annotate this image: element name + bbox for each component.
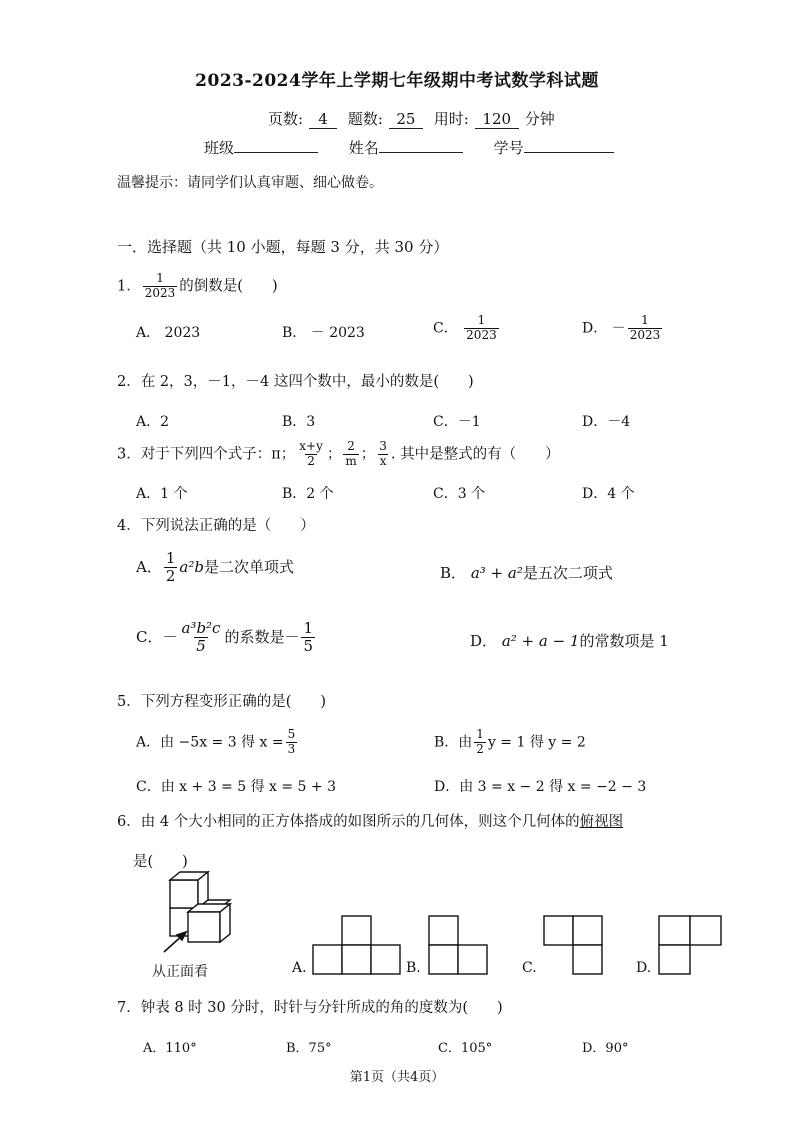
q3-option-d[interactable]: D．4 个 — [582, 486, 635, 502]
name-label: 姓名 — [348, 139, 379, 157]
q4-a-num: 1 — [165, 549, 176, 567]
q5-stem: 5．下列方程变形正确的是( ) — [117, 694, 327, 710]
q6-stem-key: 俯视图 — [579, 814, 624, 830]
front-view-label: 从正面看 — [152, 964, 208, 980]
q1-option-b[interactable] — [282, 322, 365, 342]
q1-c-fraction — [464, 314, 499, 343]
q2-option-b[interactable]: B．3 — [282, 414, 316, 430]
q6-option-a-label[interactable]: A. — [292, 960, 307, 976]
q4-b-text: 是五次二项式 — [522, 564, 613, 582]
q1-d-fraction — [628, 314, 663, 343]
q7-option-d[interactable]: D．90° — [582, 1041, 629, 1056]
q7-stem: 7．钟表 8 时 30 分时，时针与分针所成的角的度数为( ) — [117, 1000, 503, 1016]
q3-f1-num: x+y — [299, 439, 323, 453]
q5-b-pre: B．由 — [434, 734, 473, 751]
q4-c-den2: 5 — [303, 637, 314, 656]
q4-stem: 4．下列说法正确的是（ ） — [117, 518, 315, 534]
q5-option-d[interactable]: D．由 3 = x − 2 得 x = −2 − 3 — [434, 779, 647, 795]
q4-a-fraction — [164, 550, 178, 586]
class-label: 班级 — [204, 139, 235, 157]
name-field[interactable] — [379, 138, 463, 153]
q6-option-b-figure[interactable] — [428, 914, 490, 976]
q4-c-text: 的系数是－ — [224, 627, 300, 646]
q4-c-fraction-2 — [301, 620, 315, 656]
q7-option-c[interactable]: C．105° — [438, 1041, 493, 1056]
q4-a-expr: a²b — [179, 557, 204, 576]
q1-frac-den: 2023 — [144, 285, 176, 300]
tip-text: 温馨提示：请同学们认真审题、细心做卷。 — [117, 175, 383, 191]
q1-c-label: C． — [433, 320, 458, 337]
time-label: 用时: — [433, 110, 469, 128]
class-field[interactable] — [234, 138, 318, 153]
q5-b-den: 2 — [476, 741, 484, 756]
q2-option-d[interactable]: D．－4 — [582, 414, 631, 430]
q3-stem-pre: 3．对于下列四个式子：π； — [117, 446, 296, 463]
q4-c-fraction — [179, 620, 222, 656]
q1-c-num: 1 — [477, 313, 486, 327]
id-field[interactable] — [524, 138, 614, 153]
q6-option-a-figure[interactable] — [313, 914, 403, 976]
q5-a-num: 5 — [287, 727, 296, 741]
q1-d-den: 2023 — [629, 327, 661, 342]
q5-option-c[interactable]: C．由 x + 3 = 5 得 x = 5 + 3 — [136, 779, 337, 795]
exam-info — [268, 108, 555, 129]
q3-stem: 3．对于下列四个式子：π； $\frac{x+y}{2}$ ； $\frac{2}{m}$ ； $\frac{3}{x}$ . 其中是整式的有（ ） — [117, 439, 560, 468]
time-unit: 分钟 — [524, 110, 555, 128]
q5-b-post: y = 1 得 y = 2 — [487, 734, 586, 751]
cube-front-right-face — [188, 912, 220, 942]
q1-stem — [117, 272, 278, 301]
q6-option-c-figure[interactable] — [543, 914, 605, 976]
q6-stem — [117, 810, 623, 831]
q5-b-fraction — [474, 728, 486, 757]
q3-f3-num: 3 — [379, 439, 387, 453]
pages-label: 页数: — [268, 110, 304, 128]
questions-value: 25 — [389, 110, 423, 129]
q4-c-label: C．－ — [136, 627, 178, 646]
q1-d-label: D． — [582, 320, 608, 337]
q3-option-c[interactable]: C．3 个 — [433, 486, 486, 502]
student-fields — [204, 137, 614, 158]
q4-option-b[interactable] — [440, 562, 613, 583]
q1-b-label: B． — [282, 325, 307, 341]
q6-stem-end: 是( ) — [133, 854, 188, 870]
q2-option-a[interactable]: A．2 — [136, 414, 170, 430]
q4-a-label: A． — [136, 557, 162, 576]
time-value: 120 — [475, 110, 519, 129]
q5-a-den: 3 — [287, 741, 296, 756]
q4-d-text: 的常数项是 1 — [579, 632, 669, 650]
q3-frac-3 — [377, 440, 389, 469]
q6-stem-pre: 6．由 4 个大小相同的正方体搭成的如图所示的几何体，则这个几何体的 — [117, 814, 580, 830]
q5-option-b[interactable] — [434, 728, 586, 757]
q1-fraction — [143, 272, 178, 301]
q4-c-den: 5 — [196, 637, 206, 656]
q3-f2-den: m — [345, 453, 357, 468]
q5-a-text: A．由 −5x = 3 得 x = — [136, 734, 284, 751]
q4-b-label: B． — [440, 564, 467, 582]
q3-option-a[interactable]: A．1 个 — [136, 486, 188, 502]
q3-stem-post: . 其中是整式的有（ ） — [390, 446, 560, 463]
q4-option-a[interactable] — [136, 550, 294, 586]
q5-option-a[interactable] — [136, 728, 299, 757]
q3-f2-num: 2 — [347, 439, 355, 453]
q7-option-b[interactable]: B．75° — [286, 1041, 332, 1056]
page-footer: 第1页（共4页） — [349, 1070, 445, 1085]
q6-option-c-label[interactable]: C. — [522, 960, 537, 976]
q4-c-num: a³b²c — [181, 619, 221, 637]
q1-b-text: － 2023 — [310, 325, 365, 341]
q1-stem-text: 的倒数是( ) — [179, 278, 278, 295]
q5-b-num: 1 — [476, 727, 484, 741]
cube-solid-figure — [150, 866, 250, 962]
id-label: 学号 — [493, 139, 524, 157]
q1-option-c[interactable] — [433, 314, 501, 343]
questions-label: 题数: — [347, 110, 383, 128]
q6-option-d-figure[interactable] — [658, 914, 724, 976]
q1-c-den: 2023 — [466, 327, 497, 342]
q4-b-expr: a³ + a² — [470, 564, 523, 582]
q4-d-expr: a² + a − 1 — [501, 632, 580, 650]
q7-option-a[interactable]: A．110° — [143, 1041, 197, 1056]
q3-frac-2 — [343, 440, 358, 469]
q1-d-num: 1 — [641, 313, 649, 327]
q1-option-a[interactable] — [136, 322, 200, 342]
q1-a-label: A． — [136, 325, 161, 341]
q4-a-text: 是二次单项式 — [203, 557, 294, 576]
cube-front-upper — [170, 880, 198, 908]
section-title: 一．选择题（共 10 小题，每题 3 分，共 30 分） — [117, 238, 449, 256]
q4-a-den: 2 — [165, 567, 176, 586]
pages-value: 4 — [309, 110, 337, 129]
q4-d-label: D． — [470, 632, 498, 650]
q4-c-num2: 1 — [303, 619, 314, 637]
q3-frac-1 — [297, 440, 325, 469]
q1-d-sign: － — [611, 320, 626, 337]
q3-f1-den: 2 — [307, 453, 315, 468]
q4-option-c[interactable] — [136, 620, 317, 656]
q2-option-c[interactable]: C．－1 — [433, 414, 481, 430]
q6-option-b-label[interactable]: B. — [406, 960, 421, 976]
q5-a-fraction — [286, 728, 298, 757]
q3-f3-den: x — [379, 453, 387, 468]
q1-option-d[interactable] — [582, 314, 664, 343]
exam-title: 2023-2024学年上学期七年级期中考试数学科试题 — [195, 71, 599, 91]
q2-stem: 2．在 2，3，－1，－4 这四个数中，最小的数是( ) — [117, 374, 474, 390]
q4-option-d[interactable] — [470, 630, 669, 651]
q1-a-text: 2023 — [164, 325, 201, 341]
q1-number: 1． — [117, 278, 141, 295]
q6-option-d-label[interactable]: D. — [636, 960, 652, 976]
q1-frac-num: 1 — [156, 271, 164, 285]
q3-option-b[interactable]: B．2 个 — [282, 486, 334, 502]
